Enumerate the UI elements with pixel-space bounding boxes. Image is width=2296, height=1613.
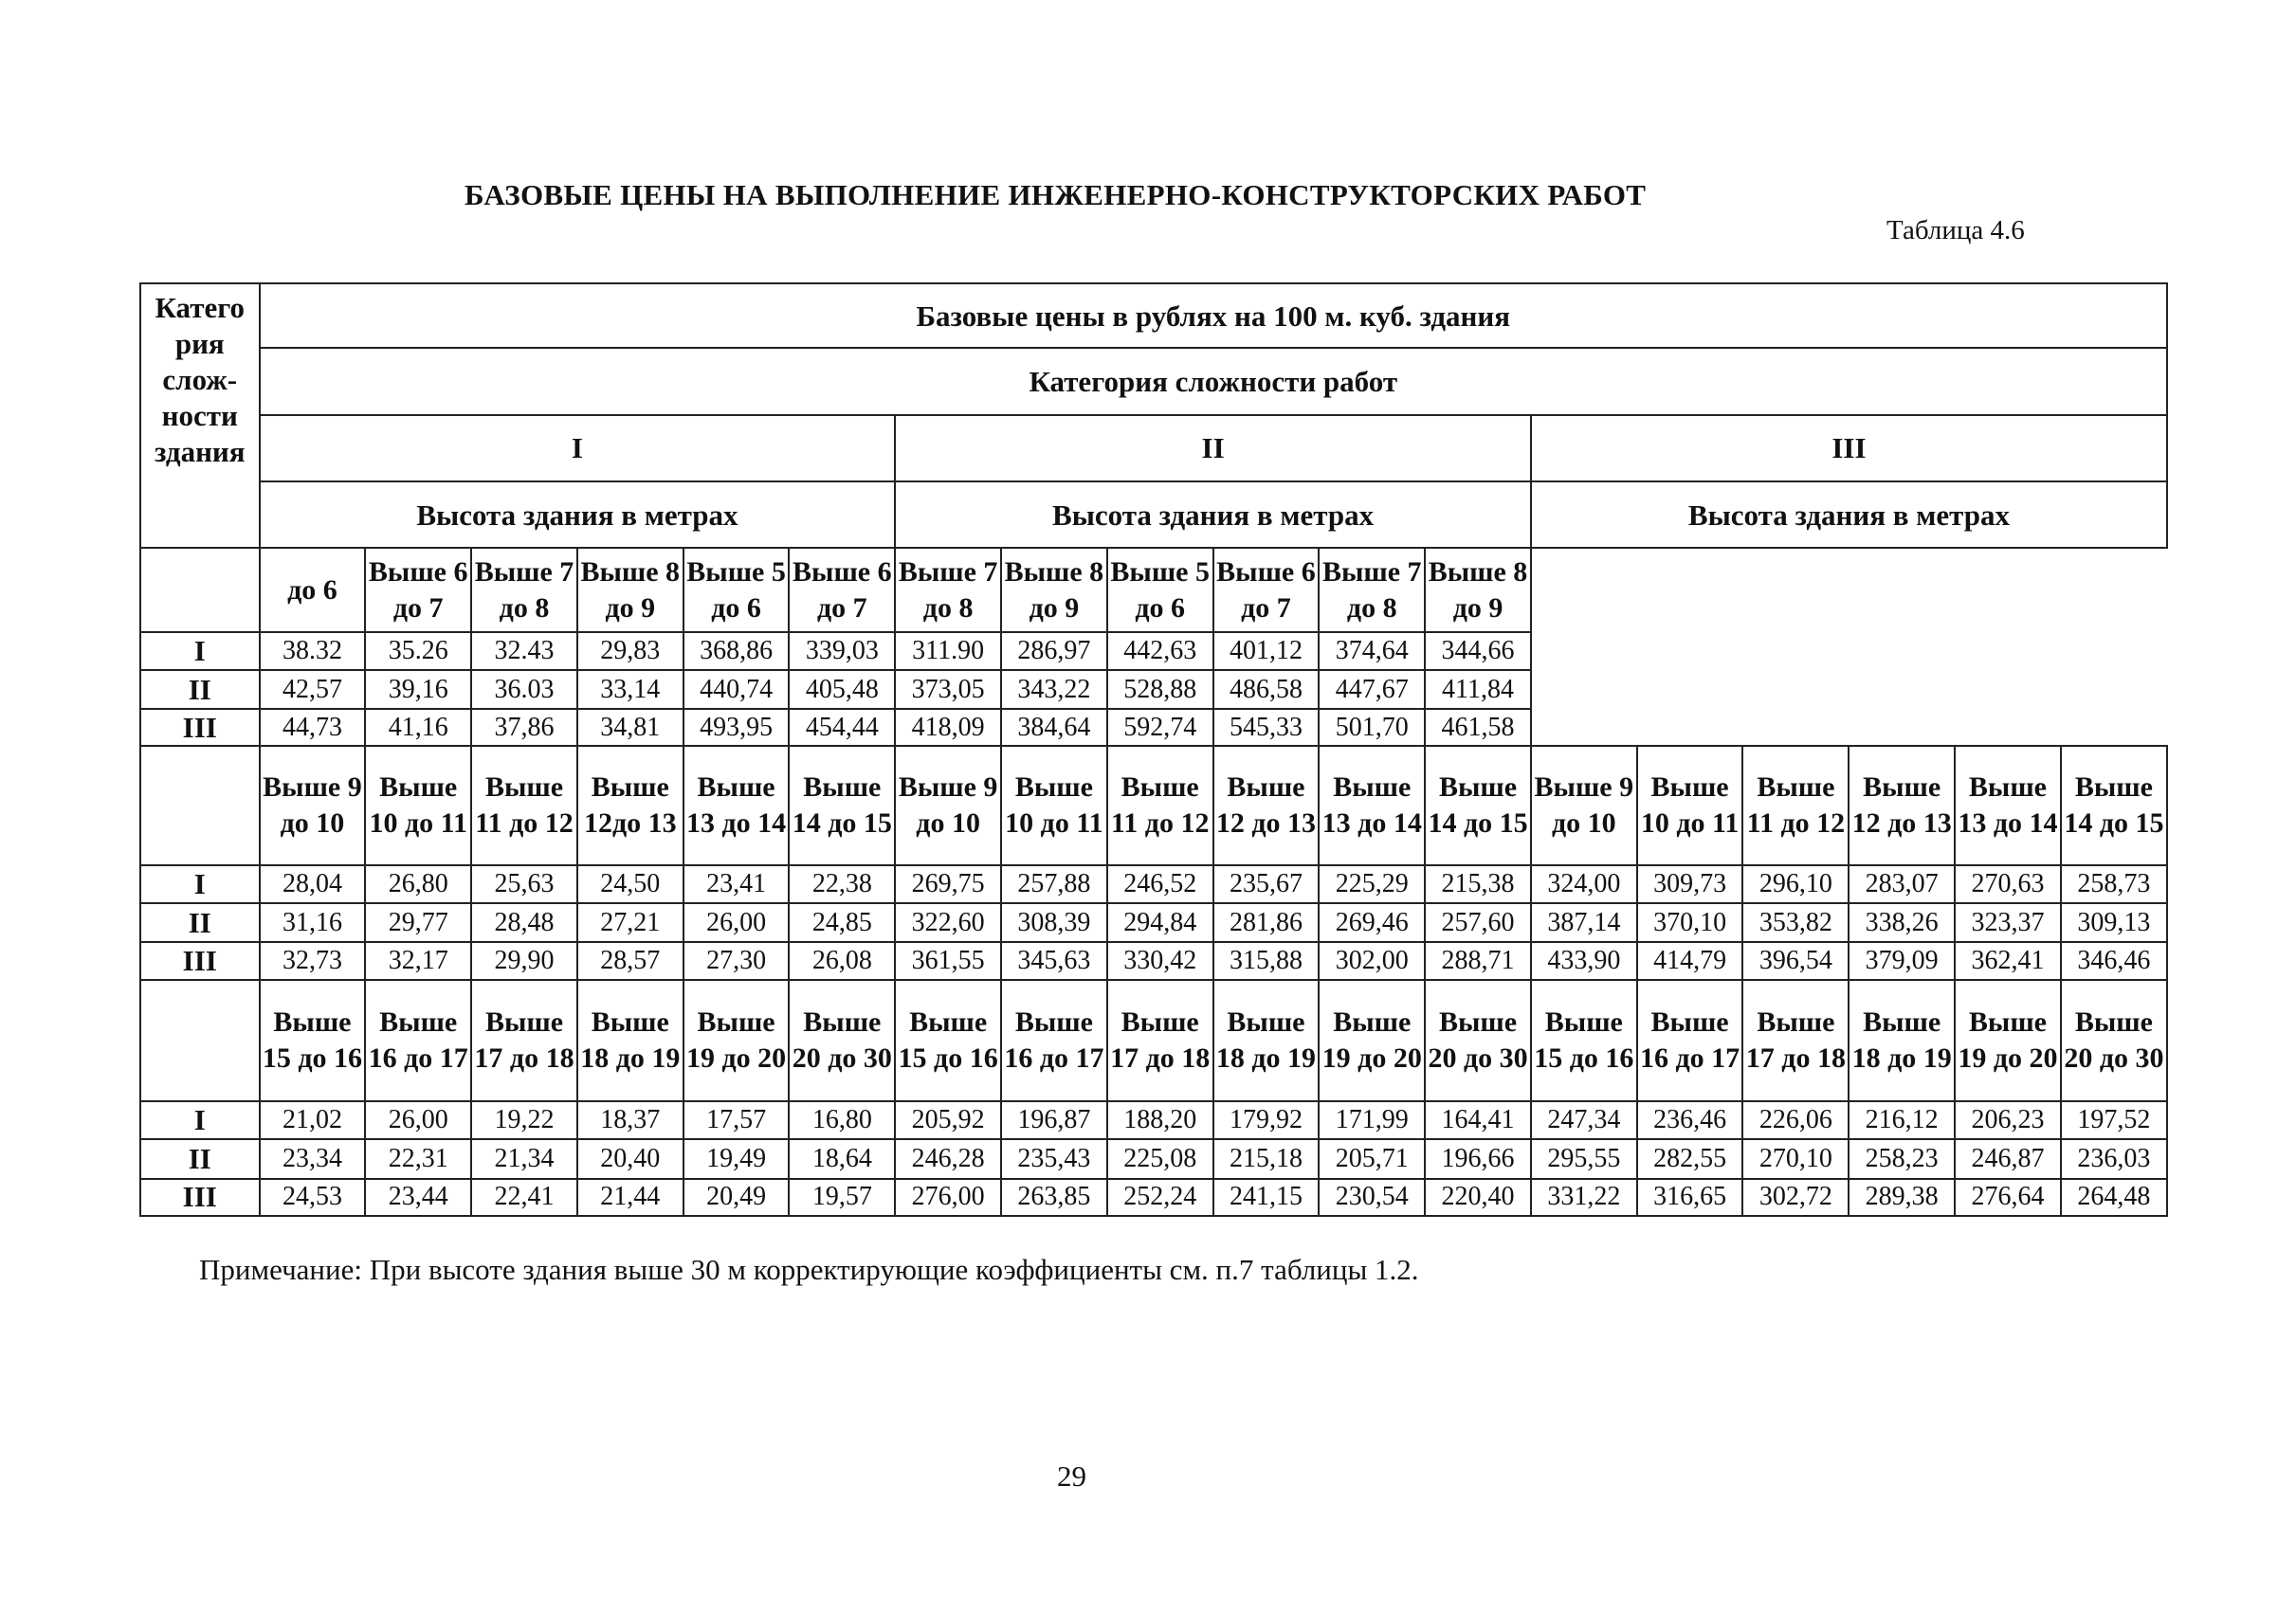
height-range-header: Выше 7 до 8 (471, 548, 577, 631)
table-number: Таблица 4.6 (1886, 215, 2025, 245)
building-category-header: Катего рия слож- ности здания (140, 283, 260, 548)
price-cell: 289,38 (1849, 1179, 1955, 1216)
price-cell: 269,46 (1319, 903, 1425, 942)
price-cell: 258,73 (2061, 865, 2167, 903)
price-cell: 34,81 (577, 709, 683, 746)
price-cell: 370,10 (1637, 903, 1743, 942)
price-cell: 294,84 (1107, 903, 1213, 942)
price-cell: 379,09 (1849, 942, 1955, 979)
price-cell: 24,85 (789, 903, 895, 942)
price-cell: 309,73 (1637, 865, 1743, 903)
price-cell: 282,55 (1637, 1139, 1743, 1178)
height-range-header: Выше 5 до 6 (683, 548, 790, 631)
price-cell: 235,43 (1001, 1139, 1107, 1178)
price-cell: 276,00 (895, 1179, 1001, 1216)
price-cell: 286,97 (1001, 632, 1107, 670)
price-cell: 36.03 (471, 670, 577, 709)
price-cell: 387,14 (1531, 903, 1637, 942)
table-row (140, 1139, 2167, 1178)
building-category-cell: I (140, 865, 260, 903)
price-cell: 246,87 (1955, 1139, 2061, 1178)
price-cell: 362,41 (1955, 942, 2061, 979)
blank-cell (140, 746, 260, 865)
document-title: БАЗОВЫЕ ЦЕНЫ НА ВЫПОЛНЕНИЕ ИНЖЕНЕРНО-КОНСТРУКТОРСКИХ РАБОТ (465, 178, 1647, 211)
height-range-header: Выше 5 до 6 (1107, 548, 1213, 631)
height-range-header: Выше 13 до 14 (1955, 746, 2061, 865)
complexity-category-header: Категория сложности работ (260, 348, 2167, 414)
height-range-header: Выше 13 до 14 (1319, 746, 1425, 865)
table-row (140, 1101, 2167, 1139)
price-cell: 339,03 (789, 632, 895, 670)
price-cell: 225,29 (1319, 865, 1425, 903)
price-cell: 405,48 (789, 670, 895, 709)
building-category-cell: II (140, 1139, 260, 1178)
price-cell: 324,00 (1531, 865, 1637, 903)
price-cell: 20,49 (683, 1179, 790, 1216)
page-number: 29 (1057, 1459, 1086, 1493)
height-range-header: Выше 16 до 17 (1001, 980, 1107, 1102)
height-range-header: Выше 14 до 15 (789, 746, 895, 865)
price-cell: 23,44 (365, 1179, 471, 1216)
height-range-header: Выше 19 до 20 (1319, 980, 1425, 1102)
complexity-group-iii: III (1531, 415, 2167, 481)
building-category-cell: I (140, 632, 260, 670)
price-cell: 311.90 (895, 632, 1001, 670)
price-cell: 493,95 (683, 709, 790, 746)
price-cell: 32.43 (471, 632, 577, 670)
price-cell: 368,86 (683, 632, 790, 670)
price-cell: 41,16 (365, 709, 471, 746)
price-cell: 263,85 (1001, 1179, 1107, 1216)
price-cell: 252,24 (1107, 1179, 1213, 1216)
price-cell: 461,58 (1425, 709, 1531, 746)
height-range-header: Выше 7 до 8 (895, 548, 1001, 631)
height-label-i: Высота здания в метрах (260, 481, 896, 548)
price-cell: 226,06 (1742, 1101, 1849, 1139)
height-range-header: Выше 18 до 19 (1849, 980, 1955, 1102)
price-cell: 338,26 (1849, 903, 1955, 942)
price-cell: 17,57 (683, 1101, 790, 1139)
price-cell: 308,39 (1001, 903, 1107, 942)
price-cell: 26,00 (365, 1101, 471, 1139)
height-range-header: Выше 8 до 9 (1425, 548, 1531, 631)
building-category-cell: III (140, 1179, 260, 1216)
price-cell: 164,41 (1425, 1101, 1531, 1139)
price-cell: 21,02 (260, 1101, 366, 1139)
table-row (140, 903, 2167, 942)
table-row (140, 709, 2167, 746)
height-range-header: Выше 18 до 19 (1213, 980, 1320, 1102)
price-cell: 18,64 (789, 1139, 895, 1178)
height-range-header: Выше 17 до 18 (1107, 980, 1213, 1102)
height-range-header: Выше 12 до 13 (1849, 746, 1955, 865)
price-cell: 215,18 (1213, 1139, 1320, 1178)
table-row (140, 865, 2167, 903)
price-cell: 32,73 (260, 942, 366, 979)
price-cell: 235,67 (1213, 865, 1320, 903)
height-range-header: Выше 12 до 13 (1213, 746, 1320, 865)
price-cell: 592,74 (1107, 709, 1213, 746)
price-cell: 35.26 (365, 632, 471, 670)
table-row (140, 670, 2167, 709)
height-range-header: Выше 16 до 17 (365, 980, 471, 1102)
price-cell: 171,99 (1319, 1101, 1425, 1139)
price-cell: 26,08 (789, 942, 895, 979)
price-cell: 24,50 (577, 865, 683, 903)
table-row (140, 632, 2167, 670)
complexity-group-i: I (260, 415, 896, 481)
price-cell: 258,23 (1849, 1139, 1955, 1178)
price-cell: 361,55 (895, 942, 1001, 979)
height-range-header: Выше 8 до 9 (577, 548, 683, 631)
price-cell: 26,80 (365, 865, 471, 903)
price-cell: 331,22 (1531, 1179, 1637, 1216)
price-cell: 197,52 (2061, 1101, 2167, 1139)
price-cell: 528,88 (1107, 670, 1213, 709)
price-cell: 316,65 (1637, 1179, 1743, 1216)
height-range-header: Выше 15 до 16 (1531, 980, 1637, 1102)
height-range-header: Выше 15 до 16 (260, 980, 366, 1102)
price-cell: 501,70 (1319, 709, 1425, 746)
footnote: Примечание: При высоте здания выше 30 м корректирующие коэффициенты см. п.7 таблицы 1.2. (199, 1253, 1419, 1286)
height-range-header: до 6 (260, 548, 366, 631)
price-cell: 32,17 (365, 942, 471, 979)
height-range-header: Выше 20 до 30 (1425, 980, 1531, 1102)
price-cell: 330,42 (1107, 942, 1213, 979)
height-range-header: Выше 16 до 17 (1637, 980, 1743, 1102)
price-table (139, 282, 2168, 1217)
base-prices-header: Базовые цены в рублях на 100 м. куб. здания (260, 283, 2167, 348)
price-cell: 27,21 (577, 903, 683, 942)
price-cell: 205,92 (895, 1101, 1001, 1139)
price-cell: 269,75 (895, 865, 1001, 903)
price-cell: 38.32 (260, 632, 366, 670)
height-range-header: Выше 13 до 14 (683, 746, 790, 865)
price-cell: 247,34 (1531, 1101, 1637, 1139)
price-cell: 270,10 (1742, 1139, 1849, 1178)
price-cell: 21,34 (471, 1139, 577, 1178)
price-cell: 323,37 (1955, 903, 2061, 942)
height-range-header: Выше 9 до 10 (895, 746, 1001, 865)
price-cell: 225,08 (1107, 1139, 1213, 1178)
blank-cell (140, 548, 260, 631)
price-cell: 20,40 (577, 1139, 683, 1178)
price-cell: 28,04 (260, 865, 366, 903)
price-cell: 302,72 (1742, 1179, 1849, 1216)
price-cell: 384,64 (1001, 709, 1107, 746)
price-cell: 322,60 (895, 903, 1001, 942)
height-range-header: Выше 12до 13 (577, 746, 683, 865)
height-range-header: Выше 10 до 11 (1001, 746, 1107, 865)
price-cell: 302,00 (1319, 942, 1425, 979)
price-cell: 25,63 (471, 865, 577, 903)
height-range-header: Выше 19 до 20 (1955, 980, 2061, 1102)
price-cell: 241,15 (1213, 1179, 1320, 1216)
price-cell: 353,82 (1742, 903, 1849, 942)
price-cell: 21,44 (577, 1179, 683, 1216)
price-cell: 236,46 (1637, 1101, 1743, 1139)
price-cell: 343,22 (1001, 670, 1107, 709)
price-cell: 396,54 (1742, 942, 1849, 979)
price-cell: 344,66 (1425, 632, 1531, 670)
price-cell: 288,71 (1425, 942, 1531, 979)
table-row (140, 942, 2167, 979)
height-range-header: Выше 6 до 7 (365, 548, 471, 631)
price-cell: 345,63 (1001, 942, 1107, 979)
price-cell: 42,57 (260, 670, 366, 709)
price-cell: 28,57 (577, 942, 683, 979)
height-range-header: Выше 11 до 12 (1742, 746, 1849, 865)
height-range-header: Выше 10 до 11 (365, 746, 471, 865)
building-category-cell: I (140, 1101, 260, 1139)
price-cell: 196,66 (1425, 1139, 1531, 1178)
price-cell: 257,88 (1001, 865, 1107, 903)
price-cell: 315,88 (1213, 942, 1320, 979)
price-cell: 28,48 (471, 903, 577, 942)
price-cell: 414,79 (1637, 942, 1743, 979)
price-cell: 23,34 (260, 1139, 366, 1178)
price-cell: 179,92 (1213, 1101, 1320, 1139)
price-cell: 19,22 (471, 1101, 577, 1139)
height-range-header: Выше 14 до 15 (2061, 746, 2167, 865)
price-cell: 39,16 (365, 670, 471, 709)
height-range-header: Выше 20 до 30 (2061, 980, 2167, 1102)
price-cell: 19,57 (789, 1179, 895, 1216)
price-cell: 22,31 (365, 1139, 471, 1178)
price-cell: 27,30 (683, 942, 790, 979)
price-cell: 206,23 (1955, 1101, 2061, 1139)
price-cell: 29,83 (577, 632, 683, 670)
height-label-ii: Высота здания в метрах (895, 481, 1531, 548)
height-range-header: Выше 9 до 10 (260, 746, 366, 865)
height-range-header: Выше 11 до 12 (471, 746, 577, 865)
price-cell: 29,77 (365, 903, 471, 942)
price-cell: 411,84 (1425, 670, 1531, 709)
price-cell: 447,67 (1319, 670, 1425, 709)
price-cell: 440,74 (683, 670, 790, 709)
price-cell: 433,90 (1531, 942, 1637, 979)
price-cell: 346,46 (2061, 942, 2167, 979)
price-cell: 31,16 (260, 903, 366, 942)
price-cell: 454,44 (789, 709, 895, 746)
price-cell: 19,49 (683, 1139, 790, 1178)
height-range-header: Выше 20 до 30 (789, 980, 895, 1102)
building-category-cell: II (140, 670, 260, 709)
price-cell: 281,86 (1213, 903, 1320, 942)
price-cell: 236,03 (2061, 1139, 2167, 1178)
price-cell: 23,41 (683, 865, 790, 903)
price-cell: 257,60 (1425, 903, 1531, 942)
price-cell: 33,14 (577, 670, 683, 709)
price-cell: 188,20 (1107, 1101, 1213, 1139)
price-cell: 24,53 (260, 1179, 366, 1216)
price-cell: 418,09 (895, 709, 1001, 746)
price-cell: 16,80 (789, 1101, 895, 1139)
height-range-header: Выше 8 до 9 (1001, 548, 1107, 631)
price-cell: 230,54 (1319, 1179, 1425, 1216)
table-row (140, 1179, 2167, 1216)
blank-cell (140, 980, 260, 1102)
complexity-group-ii: II (895, 415, 1531, 481)
height-range-header: Выше 19 до 20 (683, 980, 790, 1102)
price-cell: 216,12 (1849, 1101, 1955, 1139)
height-range-header: Выше 11 до 12 (1107, 746, 1213, 865)
height-range-header: Выше 6 до 7 (1213, 548, 1320, 631)
height-label-iii: Высота здания в метрах (1531, 481, 2167, 548)
price-cell: 309,13 (2061, 903, 2167, 942)
price-cell: 196,87 (1001, 1101, 1107, 1139)
price-cell: 442,63 (1107, 632, 1213, 670)
height-range-header: Выше 9 до 10 (1531, 746, 1637, 865)
price-cell: 486,58 (1213, 670, 1320, 709)
building-category-cell: III (140, 942, 260, 979)
height-range-header: Выше 7 до 8 (1319, 548, 1425, 631)
height-range-header: Выше 17 до 18 (1742, 980, 1849, 1102)
height-range-header: Выше 18 до 19 (577, 980, 683, 1102)
height-range-header: Выше 10 до 11 (1637, 746, 1743, 865)
price-cell: 296,10 (1742, 865, 1849, 903)
price-cell: 283,07 (1849, 865, 1955, 903)
price-cell: 374,64 (1319, 632, 1425, 670)
price-cell: 205,71 (1319, 1139, 1425, 1178)
price-cell: 246,28 (895, 1139, 1001, 1178)
height-range-header: Выше 15 до 16 (895, 980, 1001, 1102)
height-range-header: Выше 17 до 18 (471, 980, 577, 1102)
price-cell: 215,38 (1425, 865, 1531, 903)
price-cell: 401,12 (1213, 632, 1320, 670)
price-cell: 373,05 (895, 670, 1001, 709)
price-cell: 545,33 (1213, 709, 1320, 746)
height-range-header: Выше 14 до 15 (1425, 746, 1531, 865)
building-category-cell: III (140, 709, 260, 746)
price-cell: 276,64 (1955, 1179, 2061, 1216)
price-cell: 295,55 (1531, 1139, 1637, 1178)
price-cell: 29,90 (471, 942, 577, 979)
price-cell: 22,38 (789, 865, 895, 903)
price-cell: 37,86 (471, 709, 577, 746)
price-cell: 246,52 (1107, 865, 1213, 903)
price-cell: 220,40 (1425, 1179, 1531, 1216)
price-cell: 44,73 (260, 709, 366, 746)
price-cell: 26,00 (683, 903, 790, 942)
price-cell: 18,37 (577, 1101, 683, 1139)
price-cell: 270,63 (1955, 865, 2061, 903)
price-cell: 22,41 (471, 1179, 577, 1216)
building-category-cell: II (140, 903, 260, 942)
price-cell: 264,48 (2061, 1179, 2167, 1216)
height-range-header: Выше 6 до 7 (789, 548, 895, 631)
